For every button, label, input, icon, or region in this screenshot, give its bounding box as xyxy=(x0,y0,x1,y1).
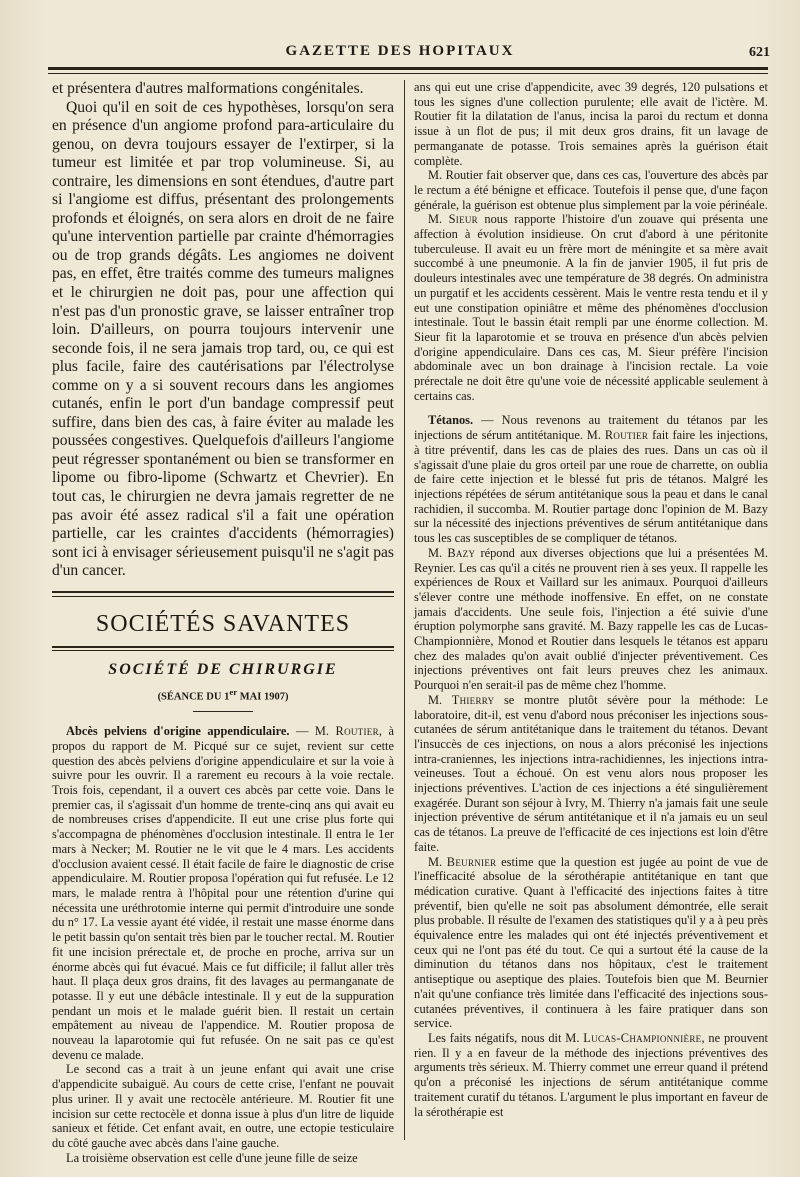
thierry-paragraph: M. Thierry se montre plutôt sévère pour la méthode: Le laboratoire, dit-il, est venu d'abord nous préconiser les injections sous-cutanées de sérum antitétanique dans le traitement du tétanos. Devant l'insuccès de ces injections, on nous a alors préconisé les injections intra-craniennes, les injections intra-rachidiennes, les injections intra-veineuses. Tout a échoué. On est venu alors nous proposer les injections préventives. L'action de ces injections a été singulièrement exagérée. Durant son séjour à Ivry, M. Thierry n'a jamais fait une seule injection préventive de sérum antitétanique et il n'a jamais eu un seul cas de tétanos. La preuve de l'efficacité de ces injections est loin d'être faite. xyxy=(414,692,768,854)
author-routier-2: Routier xyxy=(604,428,649,443)
left-column xyxy=(52,80,394,1165)
society-title: SOCIÉTÉ DE CHIRURGIE xyxy=(108,660,338,678)
section-title: SOCIÉTÉS SAVANTES xyxy=(95,610,351,637)
section-title-rule xyxy=(52,646,394,651)
bazy-paragraph: M. Bazy répond aux diverses objections que lui a présentées M. Reynier. Les cas qu'il a cités ne prouvent rien à ses yeux. Il rappelle les expériences de Roux et Vaillard sur les animaux. Pourquoi d'ailleurs s'élever contre une méthode inoffensive. En effet, on ne constate jamais d'accidents. Une seule fois, l'injection a été suivie d'une éruption polymorphe sans gravité. M. Bazy rappelle les cas de Lucas-Championnière, Monod et Routier dans lesquels le tétanos est apparu chez des malades qu'on avait oublié d'injecter préventivement. Ces injections préventives ont fait leurs preuves chez les animaux. Pourquoi n'en serait-il pas de même chez l'homme. xyxy=(414,545,768,693)
paragraph-gap xyxy=(414,403,768,413)
right-column xyxy=(414,80,768,1119)
abces-paragraph-3: La troisième observation est celle d'une jeune fille de seize xyxy=(66,1150,358,1165)
author-sieur: Sieur xyxy=(448,212,478,227)
section-separator xyxy=(52,591,394,597)
routier-conclusion: M. Routier fait observer que, dans ces cas, l'ouverture des abcès par le rectum a été bénigne et efficace. Toutefois il pense que, d'une façon générale, la guérison est obtenue plus simplement par la voie périnéale. xyxy=(414,168,768,212)
author-beurnier: Beurnier xyxy=(446,854,497,869)
intro-line: et présentera d'autres malformations congénitales. xyxy=(52,80,364,97)
author-routier: Routier xyxy=(335,724,379,739)
abces-paragraph-2: Le second cas a trait à un jeune enfant qui avait une crise d'appendicite subaiguë. Au cours de cette crise, l'enfant ne pouvait plus uriner. Il y avait une rectocèle antérieure. M. Routier fit une incision sur cette rectocèle et donna issue à plus d'un litre de liquide sanieux et fétide. Cet enfant avait, en outre, une ectopie testiculaire du côté gauche avec abcès dans l'aine gauche. xyxy=(52,1062,394,1150)
tetanos-heading: Tétanos. xyxy=(428,413,474,428)
page-header-title: GAZETTE DES HOPITAUX xyxy=(285,43,515,59)
author-lucas-championniere: Lucas-Championnière xyxy=(583,1031,702,1045)
angiome-paragraph: Quoi qu'il en soit de ces hypothèses, lorsqu'on sera en présence d'un angiome profond para-articulaire du genou, on devra toujours essayer de l'extirper, si la tumeur est limitée et par trop volumineuse. Si, au contraire, les dimensions en sont étendues, d'autre part si l'angiome est diffus, présentant des prolongements profonds et éloignés, on sera alors en droit de ne faire qu'une intervention partielle par crainte d'hémorragies ou de trop grands dégâts. Les angiomes ne doivent pas, en effet, être traités comme des tumeurs malignes et le chirurgien ne doit pas, pour une affection qui n'est pas d'un pronostic grave, se laisser entraîner trop loin. D'ailleurs, on pourra toujours intervenir une seconde fois, il ne sera jamais trop tard, ou, ce qui est plus facile, faire des cautérisations par l'électrolyse comme on y a si souvent recours dans les angiomes cutanés, enfin le port d'un bandage compressif peut suffire, dans bien des cas, à faire éviter au malade les poussées congestives. Quelquefois d'ailleurs l'angiome peut régresser spontanément ou bien se transformer en lipome ou fibro-lipome (Schwartz et Chevrier). En tout cas, le chirurgien ne devra jamais regretter de ne pas avoir été assez radical s'il a fait une opération partielle, car les craintes d'accidents (hémorragies) sont ici à envisager sérieusement puisqu'il ne s'agit pas d'un cancer. xyxy=(52,98,394,580)
lucas-championniere-paragraph: Les faits négatifs, nous dit M. Lucas-Championnière, ne prouvent rien. Il y a en faveur de la méthode des injections préventives des arguments très sérieux. M. Thierry commet une erreur quand il prétend qu'on a préconisé les injections de sérum antitétanique comme traitement curatif du tétanos. L'argument le plus important en faveur de la sérothérapie est xyxy=(414,1031,768,1119)
abces-report xyxy=(52,724,394,1165)
author-bazy: Bazy xyxy=(447,545,476,560)
angiome-article xyxy=(52,80,394,581)
beurnier-paragraph: M. Beurnier estime que la question est jugée au point de vue de l'inefficacité absolue de la sérothérapie antitétanique en tant que médication curative. Quant à l'efficacité des injections faites à titre préventif, bien qu'elle ne soit pas absolument démontrée, elle serait plus probable. Il résulte de l'examen des statistiques qu'il y a à peu près équivalence entre les malades qui ont été injectés préventivement et ceux qui ne l'ont pas été du tout. Ce qui a surtout été la cause de la diminution du tétanos dans nos hôpitaux, c'est le traitement antiseptique ou aseptique des plaies. Toutefois bien que M. Beurnier n'ait qu'une confiance très limitée dans l'efficacité des injections sous-cutanées préventives, il continuera à les faire pratiquer dans son service. xyxy=(414,854,769,1031)
sieur-paragraph: M. Sieur nous rapporte l'histoire d'un zouave qui présenta une affection à évolution insidieuse. On crut d'abord à une péritonite tuberculeuse. Il avait eu un frère mort de méningite et sa mère avait succombé à une pneumonie. A la fin de janvier 1905, il fut pris de douleurs intestinales avec une température de 38 degrés. On administra un purgatif et les accidents cessèrent. Mais le ventre resta tendu et il y eut une constipation opiniâtre et même des phénomènes d'occlusion intestinale. Tout le bassin était rempli par une énorme collection. M. Sieur fit la laparotomie et se trouva en présence d'un abcès pelvien d'origine appendiculaire. Dans ces cas, M. Sieur préfère l'incision abdominale avec un bon drainage à l'incision rectale. La voie prérectale ne doit être qu'une voie de nécessité applicable seulement à certains cas. xyxy=(414,212,769,403)
abces-paragraph-1: Abcès pelviens d'origine appendiculaire. — M. Routier, à propos du rapport de M. Picqué sur ce sujet, revient sur cette question des abcès pelviens d'origine appendiculaire et sur la voie à suivre pour les ouvrir. Il a rarement eu recours à la voie rectale. Trois fois, cependant, il a ouvert ces abcès par cette voie. Dans le premier cas, il s'agissait d'un homme de trente-cinq ans qui avait eu de nombreuses crises d'appendicite. Il eut une crise plus forte qui s'accompagna de phénomènes d'occlusion intestinale. Il entra le 1er mars à Necker; M. Routier ne le vit que le 4 mars. Les accidents d'occlusion avaient cessé. Il était facile de faire le diagnostic de crise appendiculaire. M. Routier proposa l'opération qui fut refusée. Le 12 mars, le malade rentra à l'hôpital pour une rétention d'urine qui nécessita une uréthrotomie interne qui permit d'introduire une sonde du n° 17. La vessie ayant été vidée, il restait une masse énorme dans le petit bassin qu'on sentait très bien par le toucher rectal. M. Routier fit une incision prérectale et, de proche en proche, arriva sur un énorme abcès qui fut évacué. Mais ce fut difficile; il fallut aller très haut. Il plaça deux gros drains, fit des lavages au permanganate de potasse. Il y eut une débâcle intestinale. Il y eut de la suppuration pendant un mois et le malade guérit bien. Il restait un certain empâtement au niveau de l'appendice. M. Routier proposa de nouveau la laparotomie qui fut refusée. On ne sait pas ce qu'est devenu ce malade. xyxy=(52,724,394,1062)
abces-heading: Abcès pelviens d'origine appendiculaire. xyxy=(66,724,290,739)
header-rule xyxy=(48,67,768,74)
author-thierry: Thierry xyxy=(451,692,495,707)
page-number: 621 xyxy=(749,45,770,60)
routier-case-3: ans qui eut une crise d'appendicite, avec 39 degrés, 120 pulsations et tous les signes d'une collection purulente; elle avait de l'ictère. M. Routier fit la dilatation de l'anus, incisa la paroi du rectum et donna issue à un flot de pus; il mit deux gros drains, fit un lavage de permanganate de potasse. Trois semaines après la guérison était complète. xyxy=(414,80,768,168)
session-date: (SÉANCE DU 1er MAI 1907) xyxy=(157,686,289,703)
column-divider xyxy=(404,80,405,1140)
tetanos-paragraph: Tétanos. — Nous revenons au traitement du tétanos par les injections de sérum antitétanique. M. Routier fait faire les injections, à titre préventif, dans les cas de plaies des rues. Dans un cas où il s'agissait d'une plaie du gros orteil par une roue de charrette, on oublia de faire cette injection et le blessé fut pris de tétanos. Malgré les injections répétées de sérum antitétanique sous la peau et dans le canal rachidien, il succomba. M. Routier partage donc l'opinion de M. Bazy sur la nécessité des injections préventives de sérum antitétanique dans tous les cas susceptibles de se compliquer de tétanos. xyxy=(414,413,768,546)
session-rule xyxy=(193,711,253,712)
